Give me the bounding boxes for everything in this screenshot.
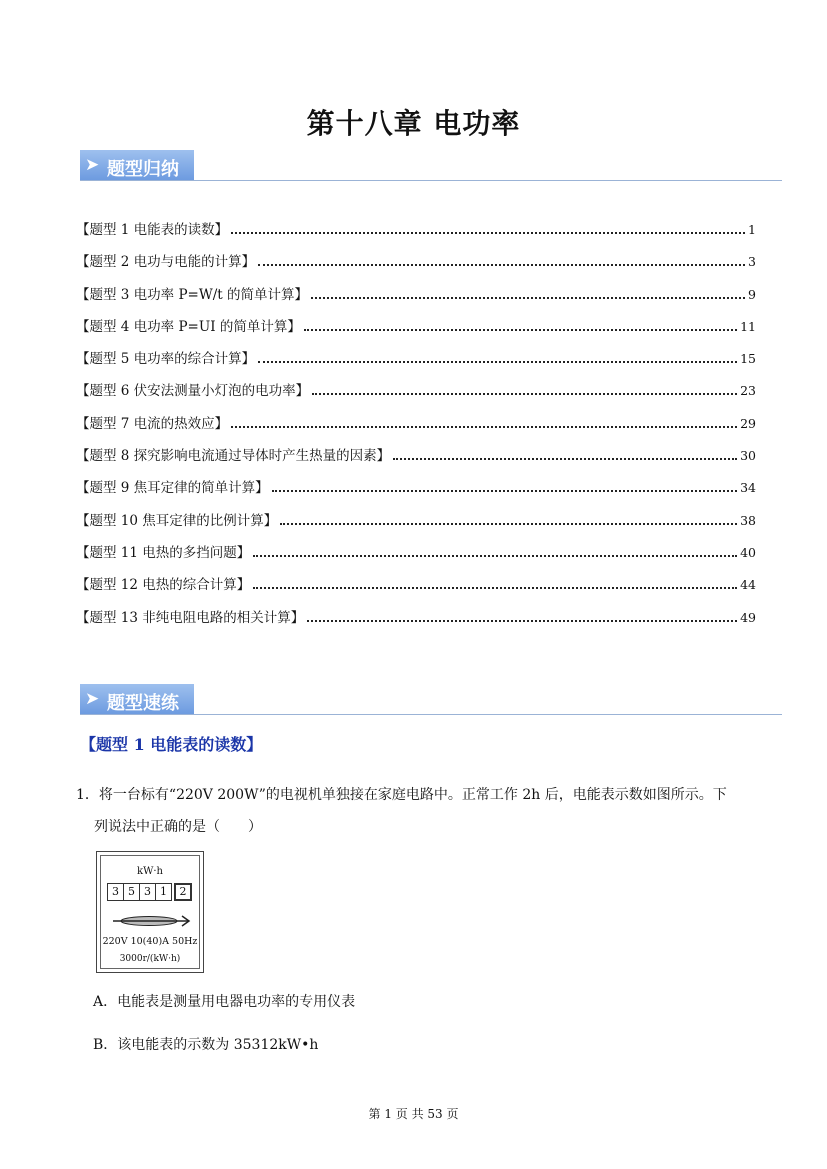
toc-leader-dots: [280, 523, 737, 525]
toc-entry[interactable]: [76, 541, 756, 573]
section-label: 题型速练: [107, 693, 179, 714]
arrow-right-icon: ➤: [85, 689, 100, 709]
toc-leader-dots: [393, 458, 737, 460]
toc-entry[interactable]: [76, 606, 756, 638]
toc-entry-label: 【题型 1 电能表的读数】: [76, 222, 229, 238]
section-rule: [80, 180, 782, 181]
meter-digits: [107, 883, 191, 901]
toc-entry-label: 【题型 13 非纯电阻电路的相关计算】: [76, 609, 305, 626]
toc-leader-dots: [307, 620, 737, 622]
page-footer: 第 1 页 共 53 页: [368, 1107, 459, 1121]
page-title: 第十八章 电功率: [306, 107, 521, 140]
section-tag: [80, 150, 194, 180]
toc-leader-dots: [304, 329, 737, 331]
toc-entry-label: 【题型 12 电热的综合计算】: [76, 577, 251, 594]
meter-digit: 3: [107, 883, 124, 901]
toc-entry-page: 29: [740, 415, 756, 431]
section-header-summary: [80, 150, 782, 182]
toc-entry-label: 【题型 10 焦耳定律的比例计算】: [76, 512, 278, 529]
toc-entry[interactable]: [76, 509, 756, 541]
question-type-heading: 【题型 1 电能表的读数】: [80, 735, 263, 754]
toc-entry-page: 9: [748, 286, 756, 302]
toc-entry[interactable]: [76, 347, 756, 379]
toc-entry-page: 49: [740, 609, 756, 625]
section-label: 题型归纳: [107, 159, 179, 180]
section-tag: [80, 684, 194, 714]
toc-entry[interactable]: [76, 444, 756, 476]
question-line: 1．将一台标有“220V 200W”的电视机单独接在家庭电路中。正常工作 2h 后，电能表示数如图所示。下: [76, 787, 727, 803]
meter-unit: kW·h: [137, 866, 163, 877]
toc-entry[interactable]: [76, 218, 756, 250]
toc-entry-page: 30: [740, 448, 756, 464]
option-a: A．电能表是测量用电器电功率的专用仪表: [93, 994, 356, 1010]
toc-leader-dots: [231, 232, 745, 234]
toc-entry-label: 【题型 7 电流的热效应】: [76, 415, 229, 432]
toc-leader-dots: [311, 297, 745, 299]
toc-entry[interactable]: [76, 283, 756, 315]
meter-digit: 3: [139, 883, 156, 901]
toc-entry[interactable]: [76, 573, 756, 605]
toc-leader-dots: [253, 555, 737, 557]
toc-leader-dots: [258, 361, 737, 363]
toc-entry-label: 【题型 6 伏安法测量小灯泡的电功率】: [76, 383, 310, 400]
toc-entry[interactable]: [76, 412, 756, 444]
toc-entry[interactable]: [76, 250, 756, 282]
toc-entry-page: 23: [740, 383, 756, 399]
meter-panel: [100, 855, 200, 969]
toc-entry-label: 【题型 5 电功率的综合计算】: [76, 351, 256, 368]
question-line: 列说法中正确的是（ ）: [94, 819, 262, 835]
option-b: B．该电能表的示数为 35312kW•h: [93, 1037, 319, 1053]
section-header-practice: [80, 684, 782, 716]
meter-digit: 1: [155, 883, 172, 901]
toc-leader-dots: [272, 490, 737, 492]
toc-entry-label: 【题型 9 焦耳定律的简单计算】: [76, 480, 269, 497]
toc-entry[interactable]: [76, 379, 756, 411]
arrow-right-icon: ➤: [85, 155, 100, 175]
toc-entry-page: 38: [740, 512, 756, 528]
meter-rev-rate: 3000r/(kW·h): [119, 954, 181, 964]
toc-entry-page: 11: [740, 318, 756, 334]
section-rule: [80, 714, 782, 715]
toc-entry[interactable]: [76, 476, 756, 508]
toc-entry-page: 15: [740, 351, 756, 367]
meter-decimal-digit: 2: [174, 883, 192, 901]
meter-spec: 220V 10(40)A 50Hz: [102, 936, 198, 947]
table-of-contents: [76, 218, 756, 638]
meter-digit: 5: [123, 883, 140, 901]
toc-leader-dots: [253, 587, 737, 589]
toc-entry-label: 【题型 3 电功率 P=W/t 的简单计算】: [76, 286, 308, 303]
question-stem: [76, 779, 756, 843]
energy-meter-figure: [96, 851, 204, 973]
toc-entry-label: 【题型 2 电功与电能的计算】: [76, 254, 256, 271]
toc-entry-label: 【题型 8 探究影响电流通过导体时产生热量的因素】: [76, 448, 391, 465]
toc-entry-label: 【题型 11 电热的多挡问题】: [76, 544, 251, 561]
toc-entry-page: 40: [740, 544, 756, 560]
toc-leader-dots: [231, 426, 737, 428]
toc-leader-dots: [312, 393, 737, 395]
toc-entry-label: 【题型 4 电功率 P=UI 的简单计算】: [76, 318, 301, 335]
toc-entry-page: 34: [740, 480, 756, 496]
toc-entry-page: 1: [748, 222, 756, 237]
toc-entry-page: 3: [748, 254, 756, 270]
meter-disc-arrow-icon: [111, 914, 193, 928]
toc-entry[interactable]: [76, 315, 756, 347]
toc-entry-page: 44: [740, 577, 756, 593]
toc-leader-dots: [258, 264, 745, 266]
